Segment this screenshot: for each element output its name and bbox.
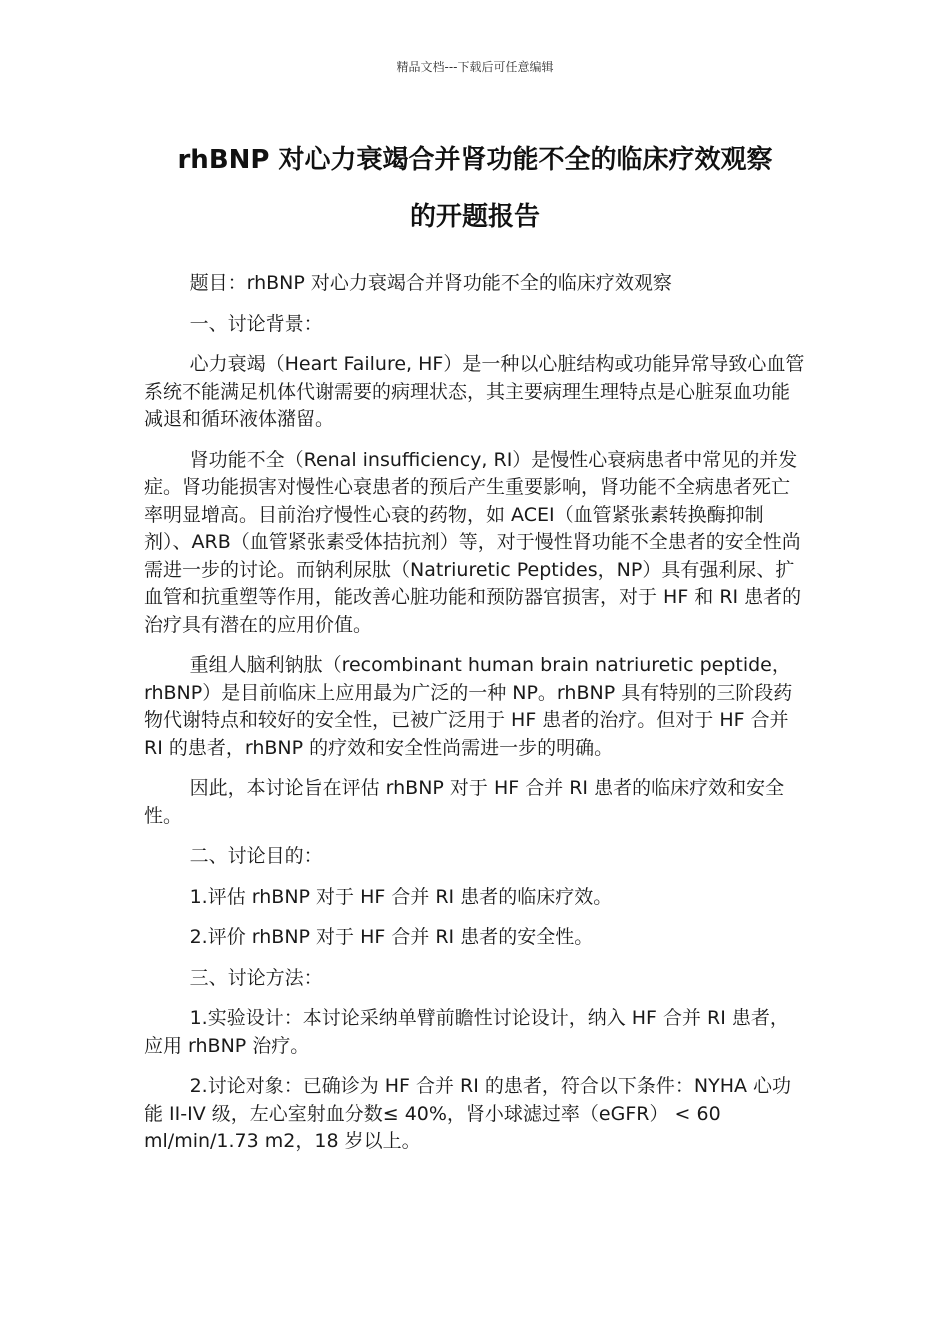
paragraph-renal-insufficiency: 肾功能不全（Renal insufficiency, RI）是慢性心衰病患者中常见的并发症。肾功能损害对慢性心衰患者的预后产生重要影响，肾功能不全病患者死亡率明显增高。目前治疗慢性心衰的药物，如 ACEI（血管紧张素转换酶抑制剂）、ARB（血管紧张素受体拮抗剂）等，对于慢性肾功能不全患者的安全性尚需进一步的讨论。而钠利尿肽（Natriuretic Peptides，NP）具有强利尿、扩血管和抗重塑等作用，能改善心脏功能和预防器官损害，对于 HF 和 RI 患者的治疗具有潜在的应用价值。 bbox=[144, 448, 802, 636]
header-note: 精品文档---下载后可任意编辑 bbox=[396, 60, 554, 74]
title-line-2: 的开题报告 bbox=[409, 202, 540, 232]
document-title bbox=[140, 132, 810, 246]
purpose-item-2: 2.评价 rhBNP 对于 HF 合并 RI 患者的安全性。 bbox=[189, 926, 594, 948]
purpose-item-1: 1.评估 rhBNP 对于 HF 合并 RI 患者的临床疗效。 bbox=[189, 885, 613, 908]
topic-line: 题目：rhBNP 对心力衰竭合并肾功能不全的临床疗效观察 bbox=[189, 272, 672, 294]
section-heading-purpose: 二、讨论目的： bbox=[189, 845, 323, 867]
paragraph-rhbnp: 重组人脑利钠肽（recombinant human brain natriuretic peptide，rhBNP）是目前临床上应用最为广泛的一种 NP。rhBNP 具有特别的三阶段药物代谢特点和较好的安全性，已被广泛用于 HF 患者的治疗。但对于 HF 合并 RI 的患者，rhBNP 的疗效和安全性尚需进一步的明确。 bbox=[144, 654, 793, 759]
section-heading-methods: 三、讨论方法： bbox=[189, 966, 323, 989]
method-item-design: 1.实验设计：本讨论采纳单臂前瞻性讨论设计，纳入 HF 合并 RI 患者，应用 rhBNP 治疗。 bbox=[144, 1007, 789, 1057]
section-heading-background: 一、讨论背景： bbox=[189, 312, 323, 335]
method-item-subjects: 2.讨论对象：已确诊为 HF 合并 RI 的患者，符合以下条件：NYHA 心功能 II-IV 级，左心室射血分数≤ 40%，肾小球滤过率（eGFR） < 60 ml/min/1.73 m2，18 岁以上。 bbox=[144, 1075, 792, 1152]
paragraph-aim: 因此，本讨论旨在评估 rhBNP 对于 HF 合并 RI 患者的临床疗效和安全性。 bbox=[144, 777, 785, 827]
document-body bbox=[144, 270, 806, 1169]
title-line-1: rhBNP 对心力衰竭合并肾功能不全的临床疗效观察 bbox=[177, 145, 773, 175]
paragraph-heart-failure: 心力衰竭（Heart Failure, HF）是一种以心脏结构或功能异常导致心血管系统不能满足机体代谢需要的病理状态，其主要病理生理特点是心脏泵血功能减退和循环液体潴留。 bbox=[144, 353, 805, 430]
